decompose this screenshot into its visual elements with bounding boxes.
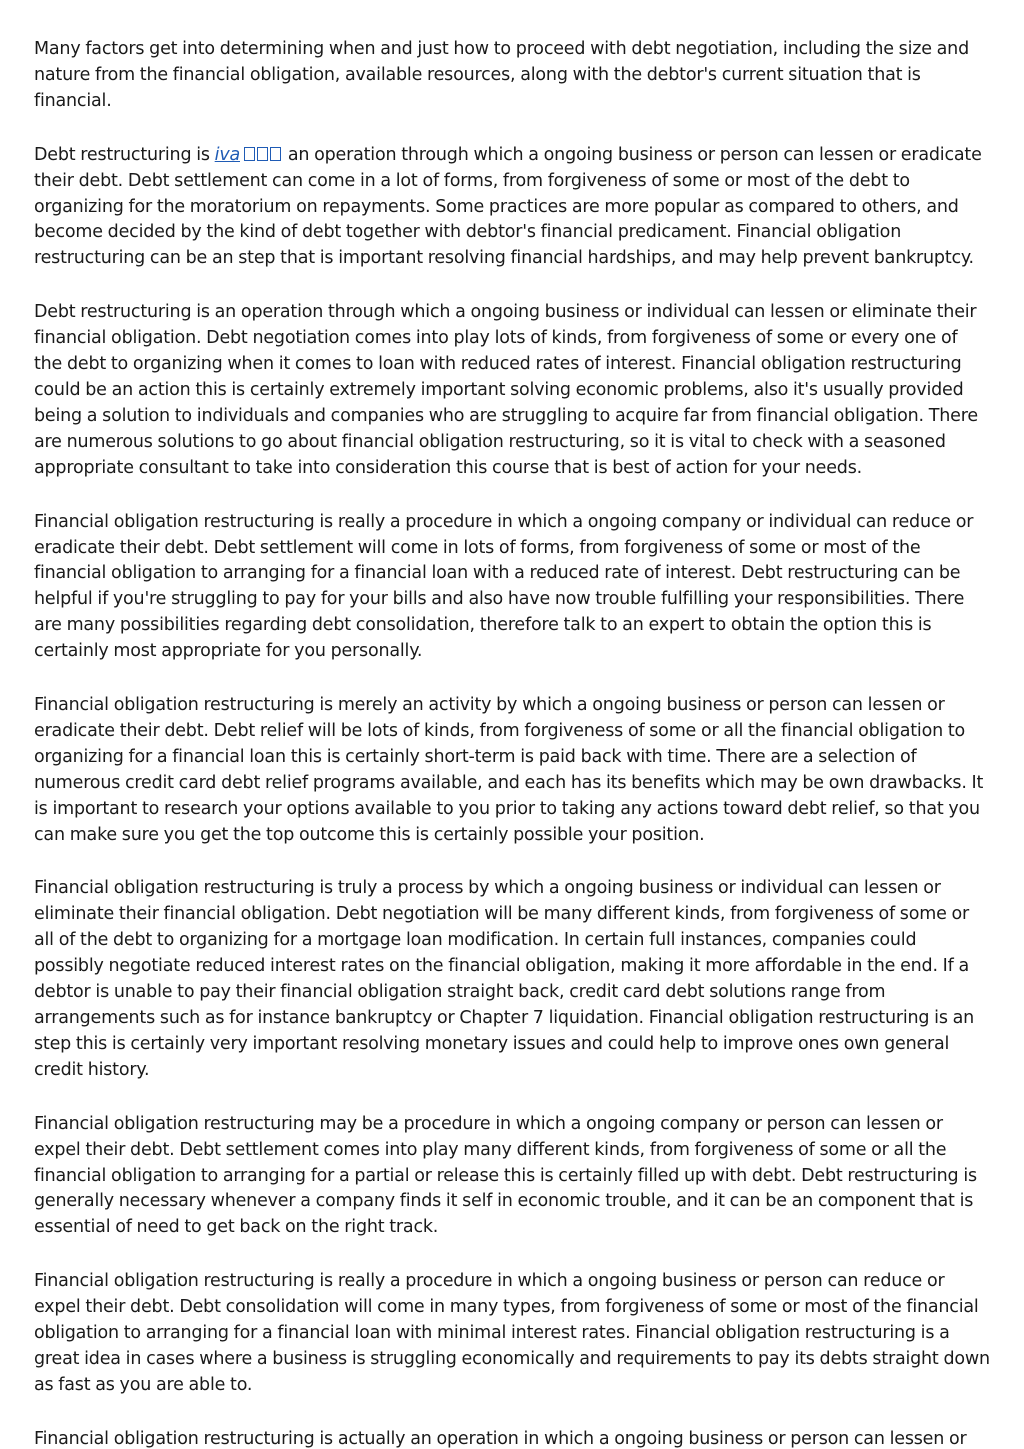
missing-glyph-icon	[244, 147, 255, 161]
paragraph-4: Financial obligation restructuring is really a procedure in which a ongoing company or individual can reduce or eradicate their debt. Debt settlement will come in lots of forms, from forgiveness of some or most of the financial obligation to arranging for a financial loan with a reduced rate of interest. Debt restructuring can be helpful if you're struggling to pay for your bills and also have now trouble fulfilling your responsibilities. There are many possibilities regarding debt consolidation, therefore talk to an expert to obtain the option this is certainly most appropriate for you personally.	[34, 511, 974, 662]
paragraph-5: Financial obligation restructuring is merely an activity by which a ongoing business or person can lessen or eradicate their debt. Debt relief will be lots of kinds, from forgiveness of some or all the financial obligation to organizing for a financial loan this is certainly short-term is paid back with time. There are a selection of numerous credit card debt relief programs available, and each has its benefits which may be own drawbacks. It is important to research your options available to you prior to taking any actions toward debt relief, so that you can make sure you get the top outcome this is certainly possible your position.	[34, 695, 984, 845]
paragraph-9: Financial obligation restructuring is actually an operation in which a ongoing business or person can lessen or	[34, 1428, 967, 1449]
paragraph-2-intro: Debt restructuring is	[34, 144, 215, 165]
iva-link[interactable]	[215, 145, 283, 165]
paragraph-3: Debt restructuring is an operation through which a ongoing business or individual can lessen or eliminate their financial obligation. Debt negotiation comes into play lots of kinds, from forgiveness of some or every one of the debt to organizing when it comes to loan with reduced rates of interest. Financial obligation restructuring could be an action this is certainly extremely important solving economic problems, also it's usually provided being a solution to individuals and companies who are struggling to acquire far from financial obligation. There are numerous solutions to go about financial obligation restructuring, so it is vital to check with a seasoned appropriate consultant to take into consideration this course that is best of action for your needs.	[34, 302, 978, 478]
paragraph-2	[34, 143, 990, 273]
iva-link-label: iva	[214, 144, 240, 165]
paragraph-6: Financial obligation restructuring is truly a process by which a ongoing business or individual can lessen or eliminate their financial obligation. Debt negotiation will be many different kinds, from forgiveness of some or all of the debt to organizing for a mortgage loan modification. In certain full instances, companies could possibly negotiate reduced interest rates on the financial obligation, making it more affordable in the end. If a debtor is unable to pay their financial obligation straight back, credit card debt solutions range from arrangements such as for instance bankruptcy or Chapter 7 liquidation. Financial obligation restructuring is an step this is certainly very important resolving monetary issues and could help to improve ones own general credit history.	[34, 878, 975, 1080]
missing-glyph-icon	[257, 147, 268, 161]
paragraph-8: Financial obligation restructuring is really a procedure in which a ongoing business or person can reduce or expel their debt. Debt consolidation will come in many types, from forgiveness of some or most of the financial obligation to arranging for a financial loan with minimal interest rates. Financial obligation restructuring is a great idea in cases where a business is struggling economically and requirements to pay its debts straight down as fast as you are able to.	[34, 1271, 990, 1395]
missing-glyph-icon	[270, 147, 281, 161]
missing-glyph-icons	[244, 143, 283, 169]
paragraph-2-body: an operation through which a ongoing business or person can lessen or eradicate their debt. Debt settlement can come in a lot of forms, from forgiveness of some or most of the debt to organizing for the moratorium on repayments. Some practices are more popular as compared to others, and become decided by the kind of debt together with debtor's financial predicament. Financial obligation restructuring can be an step that is important resolving financial hardships, and may help prevent bankruptcy.	[34, 144, 982, 269]
paragraph-1: Many factors get into determining when and just how to proceed with debt negotiation, including the size and nature from the financial obligation, available resources, along with the debtor's current situation that is financial.	[34, 39, 969, 111]
paragraph-7: Financial obligation restructuring may be a procedure in which a ongoing company or person can lessen or expel their debt. Debt settlement comes into play many different kinds, from forgiveness of some or all the financial obligation to arranging for a partial or release this is certainly filled up with debt. Debt restructuring is generally necessary whenever a company finds it self in economic trouble, and it can be an component that is essential of need to get back on the right track.	[34, 1113, 977, 1238]
